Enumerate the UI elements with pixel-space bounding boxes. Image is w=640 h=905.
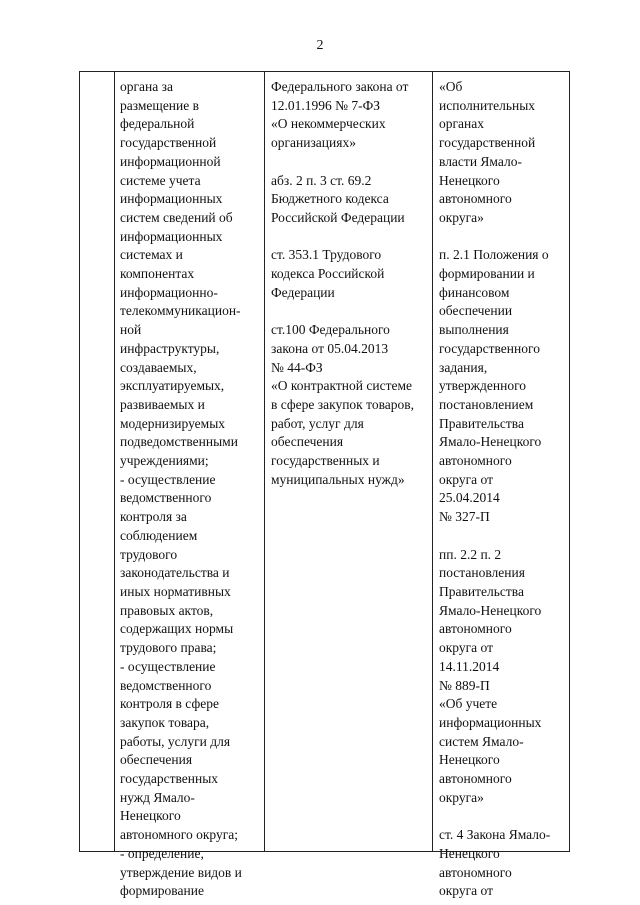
text-line: автономного: [439, 453, 512, 469]
text-line: контроля за: [120, 509, 187, 525]
text-line: - осуществление: [120, 658, 216, 674]
text-line: нужд Ямало-: [120, 789, 195, 805]
text-line: округа от: [439, 471, 494, 487]
text-line: модернизируемых: [120, 415, 226, 431]
text-line: информационно-: [120, 284, 218, 300]
text-line: размещение в: [120, 97, 199, 113]
text-line: «Об учете: [439, 696, 498, 712]
text-line: правовых актов,: [120, 602, 214, 618]
text-line: пп. 2.2 п. 2: [439, 546, 502, 562]
text-line: информационных: [120, 191, 223, 207]
text-line: № 327-П: [439, 509, 490, 525]
text-line: Ненецкого: [439, 845, 500, 861]
text-line: обеспечении: [439, 303, 513, 319]
text-line: Ямало-Ненецкого: [439, 602, 542, 618]
text-line: работ, услуг для: [271, 415, 364, 431]
text-line: иных нормативных: [120, 583, 231, 599]
text-line: государственных и: [271, 453, 380, 469]
text-line: утверждение видов и: [120, 864, 242, 880]
column-divider: [114, 72, 115, 851]
text-line: информационных: [120, 228, 223, 244]
text-line: формировании и: [439, 266, 535, 282]
text-line: подведомственными: [120, 434, 238, 450]
text-line: [271, 228, 436, 247]
text-line: Ненецкого: [439, 752, 500, 768]
text-line: «О некоммерческих: [271, 116, 386, 132]
text-line: кодекса Российской: [271, 266, 385, 282]
text-line: ведомственного: [120, 677, 212, 693]
text-line: эксплуатируемых,: [120, 378, 225, 394]
text-line: органах: [439, 116, 484, 132]
text-line: исполнительных: [439, 97, 536, 113]
text-line: систем Ямало-: [439, 733, 524, 749]
text-line: - осуществление: [120, 471, 216, 487]
text-line: муниципальных нужд»: [271, 471, 405, 487]
text-line: задания,: [439, 359, 488, 375]
document-table: [79, 71, 570, 899]
text-line: Правительства: [439, 415, 524, 431]
text-line: контроля в сфере: [120, 696, 219, 712]
text-line: автономного: [439, 621, 512, 637]
text-line: постановления: [439, 565, 525, 581]
text-line: округа»: [439, 789, 484, 805]
text-line: ст. 353.1 Трудового: [271, 247, 382, 263]
text-line: систем сведений об: [120, 209, 233, 225]
text-line: автономного: [439, 771, 512, 787]
text-line: трудового: [120, 546, 178, 562]
text-line: [439, 807, 567, 826]
text-line: выполнения: [439, 322, 509, 338]
text-line: содержащих нормы: [120, 621, 234, 637]
text-line: округа»: [439, 209, 484, 225]
text-line: финансовом: [439, 284, 510, 300]
page-number: 2: [316, 38, 324, 53]
text-line: «Об: [439, 79, 463, 94]
text-line: постановлением: [439, 396, 534, 412]
text-line: Ненецкого: [439, 172, 500, 188]
text-line: государственных: [120, 771, 219, 787]
text-line: утвержденного: [439, 378, 527, 394]
text-line: Федерального закона от: [271, 79, 409, 94]
text-line: организациях»: [271, 135, 356, 151]
text-line: автономного: [439, 864, 512, 880]
text-line: 25.04.2014: [439, 490, 500, 506]
text-line: - определение,: [120, 845, 204, 861]
text-line: обеспечения: [271, 434, 344, 450]
text-line: законодательства и: [120, 565, 230, 581]
text-line: органа за: [120, 79, 173, 94]
text-line: Российской Федерации: [271, 209, 405, 225]
text-line: учреждениями;: [120, 453, 209, 469]
text-line: 12.01.1996 № 7-ФЗ: [271, 97, 381, 113]
text-line: [271, 302, 436, 321]
text-line: абз. 2 п. 3 ст. 69.2: [271, 172, 372, 188]
text-line: власти Ямало-: [439, 153, 522, 169]
text-line: ст.100 Федерального: [271, 322, 390, 338]
text-line: [439, 228, 567, 247]
text-line: Правительства: [439, 583, 524, 599]
text-line: в сфере закупок товаров,: [271, 396, 415, 412]
text-line: обеспечения: [120, 752, 193, 768]
text-line: создаваемых,: [120, 359, 197, 375]
text-line: государственной: [120, 135, 217, 151]
text-line: № 44-ФЗ: [271, 359, 323, 375]
text-line: системе учета: [120, 172, 201, 188]
text-line: трудового права;: [120, 640, 217, 656]
text-line: инфраструктуры,: [120, 340, 220, 356]
text-line: «О контрактной системе: [271, 378, 413, 394]
text-line: федеральной: [120, 116, 195, 132]
text-line: информационной: [120, 153, 221, 169]
text-line: информационных: [439, 714, 542, 730]
text-line: государственной: [439, 135, 536, 151]
text-line: компонентах: [120, 266, 195, 282]
text-line: соблюдением: [120, 527, 198, 543]
text-line: ст. 4 Закона Ямало-: [439, 827, 551, 843]
text-line: [439, 527, 567, 546]
text-line: закона от 05.04.2013: [271, 340, 389, 356]
text-line: автономного: [439, 191, 512, 207]
text-line: государственного: [439, 340, 540, 356]
text-line: работы, услуги для: [120, 733, 231, 749]
text-line: Ямало-Ненецкого: [439, 434, 542, 450]
text-line: п. 2.1 Положения о: [439, 247, 549, 263]
text-line: ведомственного: [120, 490, 212, 506]
text-line: Бюджетного кодекса: [271, 191, 389, 207]
functions-cell: [120, 78, 265, 901]
federal-basis-cell: [271, 78, 436, 489]
text-line: [271, 153, 436, 172]
text-line: формирование: [120, 883, 204, 899]
text-line: системах и: [120, 247, 183, 263]
text-line: округа от: [439, 640, 494, 656]
text-line: ной: [120, 322, 142, 338]
text-line: телекоммуникацион-: [120, 303, 241, 319]
text-line: округа от: [439, 883, 494, 899]
text-line: закупок товара,: [120, 714, 210, 730]
text-line: развиваемых и: [120, 396, 205, 412]
text-line: Ненецкого: [120, 808, 181, 824]
text-line: Федерации: [271, 284, 335, 300]
regional-basis-cell: [439, 78, 567, 901]
text-line: автономного округа;: [120, 827, 238, 843]
text-line: № 889-П: [439, 677, 490, 693]
text-line: 14.11.2014: [439, 658, 500, 674]
